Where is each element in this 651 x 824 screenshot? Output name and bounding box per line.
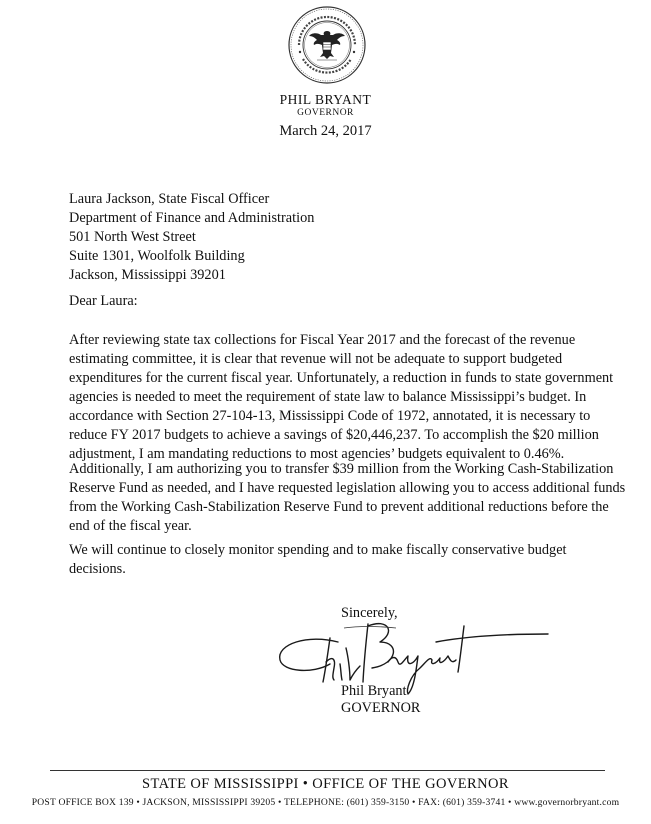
paragraph-line: accordance with Section 27-104-13, Mississippi Code of 1972, annotated, it is necessary to xyxy=(69,408,591,424)
address-line: Department of Finance and Administration xyxy=(69,210,315,226)
footer-divider xyxy=(50,770,605,771)
recipient-address xyxy=(69,190,314,285)
paragraph-line: end of the fiscal year. xyxy=(69,518,192,534)
closing: Sincerely, xyxy=(341,605,398,621)
address-line: Jackson, Mississippi 39201 xyxy=(69,267,226,283)
paragraph-line: After reviewing state tax collections for Fiscal Year 2017 and the forecast of the revenue xyxy=(69,332,576,348)
signer-block xyxy=(341,683,420,717)
address-line: 501 North West Street xyxy=(69,229,196,245)
letter-date: March 24, 2017 xyxy=(279,123,372,139)
footer-office: STATE OF MISSISSIPPI • OFFICE OF THE GOVERNOR xyxy=(142,776,509,792)
paragraph-line: Reserve Fund as needed, and I have requested legislation allowing you to access additional funds xyxy=(69,480,626,496)
signer-title: GOVERNOR xyxy=(341,700,421,716)
governor-title: GOVERNOR xyxy=(297,108,354,118)
address-line: Suite 1301, Woolfolk Building xyxy=(69,248,245,264)
paragraph-line: We will continue to closely monitor spending and to make fiscally conservative budget xyxy=(69,542,567,558)
signer-name: Phil Bryant xyxy=(341,683,407,699)
address-line: Laura Jackson, State Fiscal Officer xyxy=(69,191,270,207)
state-seal-icon xyxy=(287,5,367,85)
governor-name: PHIL BRYANT xyxy=(279,92,372,107)
body-paragraph-3 xyxy=(69,541,614,579)
paragraph-line: from the Working Cash-Stabilization Reserve Fund to prevent additional reductions before the xyxy=(69,499,609,515)
paragraph-line: estimating committee, it is clear that revenue will not be adequate to support budgeted xyxy=(69,351,563,367)
body-paragraph-1 xyxy=(69,331,614,464)
paragraph-line: expenditures for the current fiscal year. Unfortunately, a reduction in funds to state government xyxy=(69,370,614,386)
paragraph-line: adjustment, I am mandating reductions to most agencies’ budgets equivalent to 0.46%. xyxy=(69,446,565,462)
paragraph-line: reduce FY 2017 budgets to achieve a savings of $20,446,237. To accomplish the $20 million xyxy=(69,427,599,443)
footer-contact: POST OFFICE BOX 139 • JACKSON, MISSISSIPPI 39205 • TELEPHONE: (601) 359-3150 • FAX: (601) 359-3741 • www.governorbryant.com xyxy=(31,797,620,808)
body-paragraph-2 xyxy=(69,460,626,536)
salutation: Dear Laura: xyxy=(69,293,138,309)
paragraph-line: Additionally, I am authorizing you to transfer $39 million from the Working Cash-Stabilization xyxy=(69,461,614,477)
paragraph-line: agencies is needed to meet the requirement of state law to balance Mississippi’s budget. In xyxy=(69,389,587,405)
paragraph-line: decisions. xyxy=(69,561,126,577)
